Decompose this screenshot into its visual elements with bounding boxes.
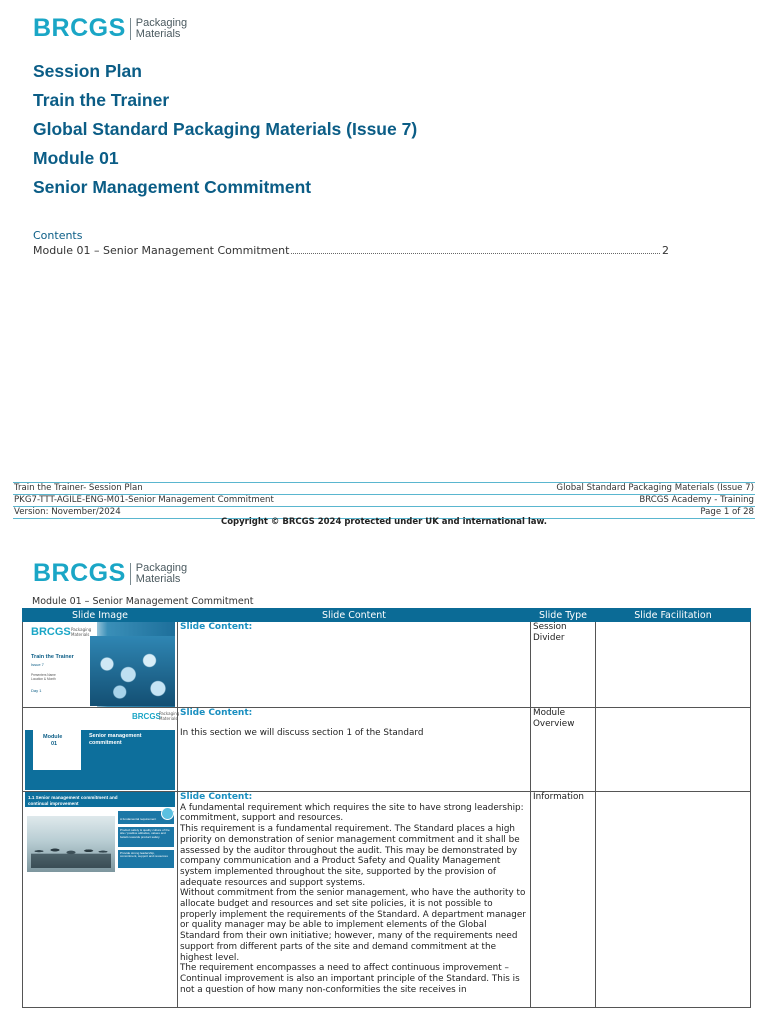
column-header: Slide Content — [178, 609, 531, 622]
footer-page-number: Page 1 of 28 — [700, 507, 754, 517]
slide-content-label: Slide Content: — [180, 708, 253, 718]
thumb-heading-line1: 1.1 Senior management commitment and — [28, 795, 118, 800]
slide-content-text: In this section we will discuss section 1 of the Standard — [180, 727, 424, 738]
footer-course: Train the Trainer- Session Plan — [14, 483, 143, 493]
slide-content-label: Slide Content: — [180, 622, 253, 632]
thumb-presenter: Presenters Name — [31, 673, 56, 677]
thumb-box-text: Provide strong leadership, commitment, support and resources — [120, 851, 168, 859]
module-number: Module 01 — [33, 148, 119, 168]
column-header: Slide Image — [23, 609, 178, 622]
column-header: Slide Type — [531, 609, 596, 622]
slide-content-cell — [178, 792, 531, 1008]
logo-sub-line2: Materials — [135, 572, 181, 585]
module-caption: Module 01 – Senior Management Commitment — [32, 596, 254, 607]
thumb-box — [118, 850, 174, 868]
logo-subtitle — [136, 563, 187, 585]
toc-entry-page[interactable]: 2 — [662, 244, 669, 257]
star-icon — [161, 807, 174, 820]
thumb-box — [118, 827, 174, 847]
footer-department: BRCGS Academy - Training — [639, 495, 754, 505]
logo-brand: BRCGS — [33, 559, 126, 587]
thumb-logo-sub — [71, 628, 91, 637]
slide-facilitation-cell — [596, 622, 751, 708]
module-title: Senior Management Commitment — [33, 177, 312, 197]
slide-facilitation-cell — [596, 708, 751, 792]
meeting-people — [31, 844, 111, 868]
logo-brand: BRCGS — [33, 14, 126, 42]
thumb-logo-sub-line1: Packaging — [71, 627, 92, 632]
thumb-issue: Issue 7 — [31, 662, 44, 667]
contents-heading: Contents — [33, 229, 83, 242]
course-title: Train the Trainer — [33, 90, 170, 110]
slide-content-text: A fundamental requirement which requires the site to have strong leadership: commitment, support and resources. This requirement is a fundamental requirement. The Standard places a high priority on demonstration of senior management commitment and it shall be assessed by the auditor throughout the audit. This may be demonstrated by company communication and a Product Safety and Quality Management system implemented throughout the site, supported by the provision of adequate resources and support systems. Without commitment from the senior management, who have the authority to allocate budget and resources and set site policies, it is not possible to properly implement the requirements of the Standard. A department manager or quality manager may be able to implement elements of the Global Standard from their own initiative; however, many of the requirements need support from different parts of the site and demand commitment at the highest level. The requirement encompasses a need to affect continuous improvement – Continual improvement is also an important principle of the Standard. This is not a question of how many non-conformities the site receives in — [180, 802, 526, 995]
thumb-logo-sub — [159, 712, 179, 721]
slide-type-cell — [531, 792, 596, 1008]
slide-type: Module Overview — [533, 708, 575, 729]
slide-image-cell — [23, 622, 178, 708]
slide-thumbnail — [25, 622, 175, 707]
slide-type: Session Divider — [533, 622, 567, 643]
slide-type: Information — [533, 792, 584, 802]
toc-leader-dots — [291, 253, 660, 254]
session-plan-table — [22, 608, 751, 1008]
slide-type-cell — [531, 708, 596, 792]
table-row — [23, 708, 751, 792]
thumb-location: Location & Month — [31, 677, 56, 681]
slide-thumbnail — [25, 792, 175, 878]
footer-doc-code: PKG7-TTT-AGILE-ENG-M01-Senior Management Commitment — [14, 495, 274, 505]
logo-sub-line2: Materials — [135, 27, 181, 40]
logo-subtitle — [136, 18, 187, 40]
cans-photo — [90, 636, 175, 706]
standard-title: Global Standard Packaging Materials (Issue 7) — [33, 119, 418, 139]
slide-content-cell — [178, 708, 531, 792]
thumb-module: Module — [43, 734, 63, 740]
toc-entry[interactable] — [33, 244, 669, 257]
page-footer — [13, 482, 755, 519]
brcgs-logo — [33, 16, 187, 41]
brcgs-logo — [33, 561, 187, 586]
footer-standard: Global Standard Packaging Materials (Issue 7) — [556, 483, 754, 493]
footer-row — [13, 495, 755, 507]
footer-row — [13, 483, 755, 495]
logo-sub-line1: Packaging — [135, 561, 188, 574]
logo-divider — [130, 563, 131, 585]
table-row — [23, 622, 751, 708]
logo-sub-line1: Packaging — [135, 16, 188, 29]
slide-content-cell — [178, 622, 531, 708]
toc-entry-text[interactable]: Module 01 – Senior Management Commitment — [33, 244, 290, 257]
thumb-logo: BRCGS — [31, 626, 71, 638]
table-header-row — [23, 609, 751, 622]
slide-type-cell — [531, 622, 596, 708]
doc-type-title: Session Plan — [33, 61, 142, 81]
thumb-module-number: 01 — [51, 741, 58, 747]
thumb-box-text: A fundamental requirement — [120, 817, 157, 821]
table-row — [23, 792, 751, 1008]
thumb-box-text: Product safety & quality culture of the site / positive attitudes, values and beliefs towards product safety — [120, 828, 170, 839]
thumb-logo-sub-line2: Materials — [71, 631, 90, 637]
slide-thumbnail — [25, 708, 180, 791]
thumb-logo-sub-line2: Materials — [159, 715, 178, 721]
slide-facilitation-cell — [596, 792, 751, 1008]
thumb-topic-line1: Senior management — [89, 733, 142, 739]
thumb-title: Train the Trainer — [31, 654, 74, 660]
thumb-topic-line2: commitment — [89, 740, 122, 746]
slide-content-label: Slide Content: — [180, 792, 253, 802]
slide-image-cell — [23, 708, 178, 792]
thumb-logo: BRCGS — [132, 712, 161, 721]
column-header: Slide Facilitation — [596, 609, 751, 622]
copyright-notice: Copyright © BRCGS 2024 protected under UK and international law. — [220, 517, 548, 527]
thumb-heading-line2: continual improvement — [28, 801, 79, 806]
logo-divider — [130, 18, 131, 40]
thumb-logo-sub-line1: Packaging — [159, 711, 180, 716]
slide-image-cell — [23, 792, 178, 1008]
footer-version: Version: November/2024 — [14, 507, 121, 517]
thumb-day: Day 1 — [31, 688, 42, 693]
